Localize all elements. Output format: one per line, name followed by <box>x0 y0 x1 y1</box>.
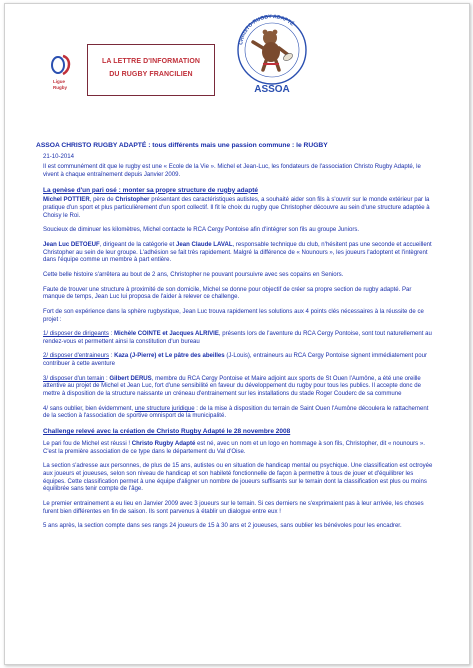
letter-title-line-1: LA LETTRE D'INFORMATION <box>101 58 201 65</box>
text-span: : de la mise à disposition du terrain de Saint Ouen l'Aumône découlera le rattachement de la section à l'association de sportive omnisport de la municipalité. <box>43 405 429 420</box>
article-title: ASSOA CHRISTO RUGBY ADAPTÉ : tous différents mais une passion commune : le RUGBY <box>36 142 328 149</box>
text-span: , responsable technique du club, n'hésitent pas une seconde et accueillent Christopher au sein de leur groupe. L'adhésion se fait très rapidement. Malgré la différence de « Nounours », les joueurs l'adoptent et l'intègrent dans l'équipe comme un membre à part entière. <box>43 242 432 264</box>
paragraph-fort: Fort de son expérience dans la sphère rugbystique, Jean Luc trouva rapidement les solutions aux 4 points clés nécessaires à la réussite de ce projet : <box>43 308 424 323</box>
ffr-ligue-logo <box>49 52 79 96</box>
paragraph-kilometres: Soucieux de diminuer les kilomètres, Michel contacte le RCA Cergy Pontoise afin d'intégrer son fils au groupe Juniors. <box>43 227 360 234</box>
name-jean-luc: Jean Luc DETOEUF <box>43 242 100 248</box>
paragraph-jean-luc <box>43 242 433 265</box>
point-names: Michèle COINTE et Jacques ALRIVIE <box>113 331 219 338</box>
name-christo-rugby: Christo Rugby Adapté <box>131 440 196 447</box>
paragraph-michel <box>43 197 433 220</box>
assoa-logo <box>233 12 311 96</box>
text-span: est né, avec un nom et un logo en hommage à son fils, Christopher, dit « nounours ». C'est la première association de ce type dans le département du Val d'Oise. <box>43 440 425 455</box>
lettre-information-logo <box>49 44 209 98</box>
name-jean-claude: Jean Claude LAVAL <box>176 242 233 248</box>
article-date: 21-10-2014 <box>43 153 74 160</box>
point-label: 3/ disposer d'un terrain <box>43 375 105 382</box>
text-span: Le pari fou de Michel est réussi ! <box>43 440 132 447</box>
point-label: 1/ disposer de dirigeants <box>43 331 109 338</box>
paragraph-faute: Faute de trouver une structure à proximité de son domicile, Michel se donne pour objectif de créer sa propre section de rugby adapté. Par manque de temps, Jean Luc lui proposa de l'aider à relever ce challenge. <box>43 286 412 301</box>
paragraph-section: La section s'adresse aux personnes, de plus de 15 ans, autistes ou en situation de handicap mental ou psychique. Une classification est octroyée aux joueurs et joueuses, selon son niveau de handicap et son habileté fonctionnelle de façon à permettre à tous de jouer et d'équilibrer les équipes. Cette classification permet à une équipe d'aligner un nombre de joueurs suffisants sur le terrain dont la classification est plus ou moins équilibrée sans tenir compte de l'âge. <box>43 463 433 493</box>
paragraph-pari-fou <box>43 441 433 456</box>
ffr-ligue-lettering: Ligue <box>53 79 65 84</box>
text-span: , présents lors de l'aventure du RCA Cergy Pontoise, sont tout naturellement au rendez-vous et permettent ainsi la constitution d'un bureau <box>43 331 432 345</box>
article-body <box>36 142 433 538</box>
intro-paragraph: Il est communément dit que le rugby est une « Ecole de la Vie ». Michel et Jean-Luc, les fondateurs de l'association Christo Rugby Adapté, le vivent à chaque entraînement depuis Janvier 2009. <box>43 164 421 179</box>
section-heading-genese: La genèse d'un pari osé : monter sa propre structure de rugby adapté <box>43 186 259 194</box>
paragraph-cinq-ans: 5 ans après, la section compte dans ses rangs 24 joueurs de 15 à 30 ans et 2 joueuses, sans oublier les bénévoles pour les encadrer. <box>43 523 402 530</box>
letter-title-box <box>87 44 215 96</box>
point-dirigeants <box>43 331 433 346</box>
paragraph-belle-histoire: Cette belle histoire s'arrêtera au bout de 2 ans, Christopher ne pouvant poursuivre avec ses copains en Seniors. <box>43 272 344 278</box>
assoa-name: ASSOA <box>254 84 290 95</box>
assoa-ring-text: CHRISTO-RUGBY ADAPTÉ <box>238 13 295 46</box>
text-span: , père de <box>89 197 116 204</box>
text-span: : <box>108 331 114 338</box>
paragraph-premier-entrainement: Le premier entrainement a eu lieu en Janvier 2009 avec 3 joueurs sur le terrain. Si ces derniers ne s'exprimaient pas à leur arrivée, les choses furent bien différentes en fin de saison. Ils sont parvenus à établir un dialogue entre eux ! <box>43 500 424 515</box>
name-michel: Michel POTTIER <box>43 197 90 204</box>
text-span: (J-Louis), entraineurs au RCA Cergy Pontoise signent immédiatement pour contribuer à cette aventure <box>43 353 427 368</box>
text-span: , membre du RCA Cergy Pontoise et Maire adjoint aux sports de St Ouen l'Aumône, a été une oreille attentive au projet de Michel et Jean Luc, fort d'une sensibilité en faveur du développement du rugby pour tous les publics. Il accepte donc de mettre à disposition de la structure naissante un créneau d'entrainement sur les installations du stade Roger Couderc de sa commune <box>43 375 421 398</box>
text-span: : <box>104 375 110 382</box>
point-entraineurs <box>43 353 433 368</box>
section-heading-challenge: Challenge relevé avec la création de Christo Rugby Adapté le 28 novembre 2008 <box>43 428 291 436</box>
text-span: , dirigeant de la catégorie et <box>99 242 176 248</box>
point-terrain <box>43 376 433 399</box>
point-label: 4/ sans oublier, bien évidemment, <box>43 405 135 412</box>
text-span: présentant des caractéristiques autistes, a souhaité aider son fils à s'ouvrir sur le monde extérieur par la pratique d'un sport et plus particulièrement d'un sport collectif. Il fit le choix du rugby que Christopher découvre au sein d'une structure adaptée à Choisy le Roi. <box>43 197 430 219</box>
point-label: 2/ disposer d'entraineurs <box>43 353 110 360</box>
point-names: Gilbert DERUS <box>109 375 152 382</box>
point-underline: une structure juridique <box>134 405 195 412</box>
point-structure-juridique <box>43 406 433 421</box>
name-christopher: Christopher <box>115 197 150 204</box>
document-page <box>4 3 470 665</box>
letter-title-line-2: DU RUGBY FRANCILIEN <box>109 71 193 78</box>
point-names: Kaza (J-Pierre) et Le pâtre des abeilles <box>114 353 225 360</box>
ffr-rugby-lettering: Rugby <box>53 85 67 90</box>
text-span: : <box>109 353 115 360</box>
